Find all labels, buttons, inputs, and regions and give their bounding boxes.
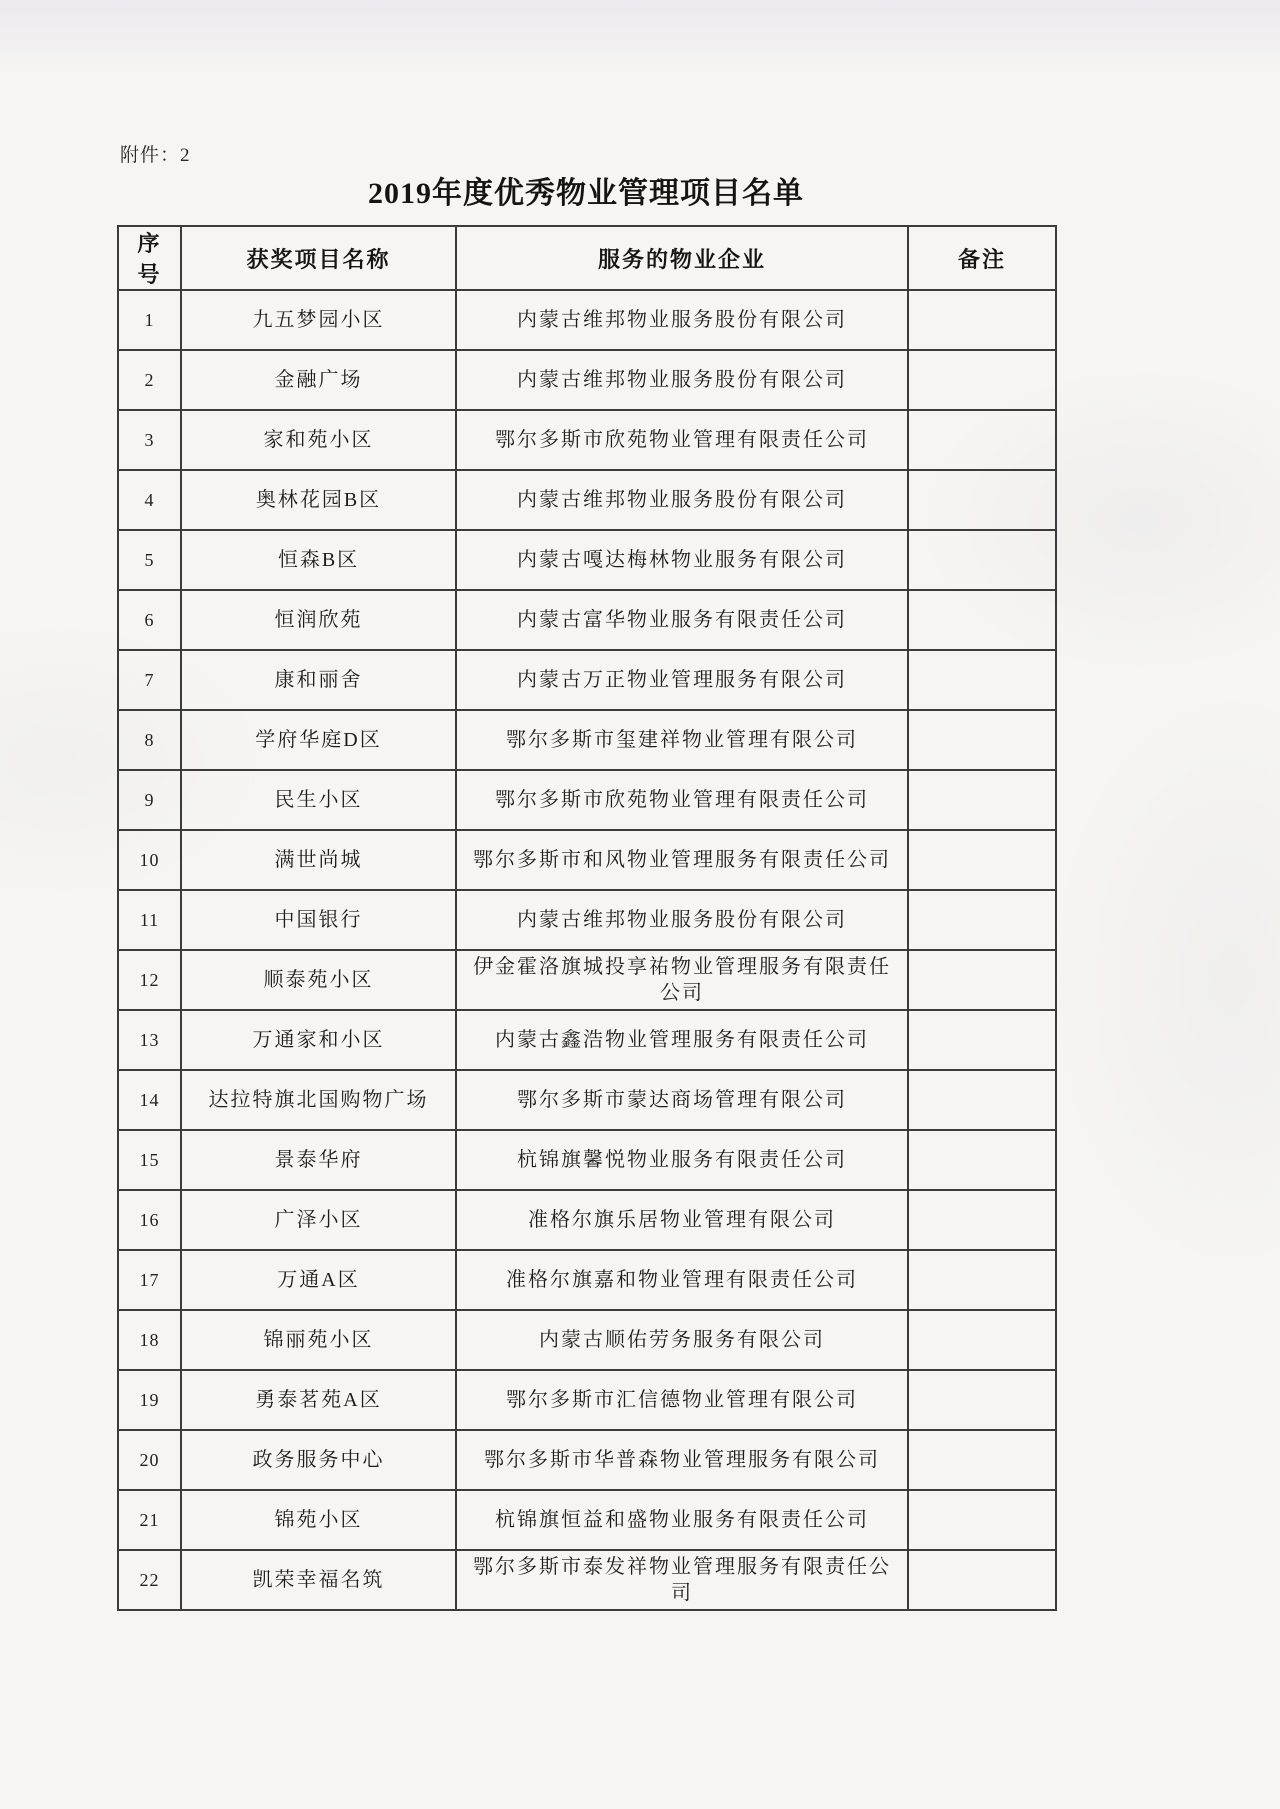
table-row	[118, 950, 1056, 1010]
table-row	[118, 1310, 1056, 1370]
table-header-row	[118, 226, 1056, 290]
row-index-cell: 18	[118, 1310, 181, 1370]
table-row	[118, 830, 1056, 890]
row-index-cell: 22	[118, 1550, 181, 1610]
note-cell	[908, 1430, 1056, 1490]
note-cell	[908, 830, 1056, 890]
project-name-cell: 学府华庭D区	[181, 710, 456, 770]
company-name-cell: 杭锦旗馨悦物业服务有限责任公司	[456, 1130, 908, 1190]
company-name-cell: 内蒙古维邦物业服务股份有限公司	[456, 350, 908, 410]
table-row	[118, 1070, 1056, 1130]
company-name-cell: 鄂尔多斯市玺建祥物业管理有限公司	[456, 710, 908, 770]
company-name-cell: 伊金霍洛旗城投享祐物业管理服务有限责任公司	[456, 950, 908, 1010]
table-row	[118, 350, 1056, 410]
row-index-cell: 7	[118, 650, 181, 710]
row-index-cell: 9	[118, 770, 181, 830]
project-name-cell: 广泽小区	[181, 1190, 456, 1250]
row-index-cell: 2	[118, 350, 181, 410]
project-name-cell: 凯荣幸福名筑	[181, 1550, 456, 1610]
note-cell	[908, 890, 1056, 950]
note-cell	[908, 770, 1056, 830]
note-cell	[908, 1370, 1056, 1430]
table-body	[118, 290, 1056, 1610]
row-index-cell: 1	[118, 290, 181, 350]
table-row	[118, 1490, 1056, 1550]
project-name-cell: 奥林花园B区	[181, 470, 456, 530]
table-row	[118, 770, 1056, 830]
row-index-cell: 4	[118, 470, 181, 530]
row-index-cell: 20	[118, 1430, 181, 1490]
company-name-cell: 鄂尔多斯市蒙达商场管理有限公司	[456, 1070, 908, 1130]
note-cell	[908, 1010, 1056, 1070]
award-project-table	[117, 225, 1057, 1611]
note-cell	[908, 1070, 1056, 1130]
row-index-cell: 8	[118, 710, 181, 770]
note-cell	[908, 650, 1056, 710]
note-cell	[908, 1250, 1056, 1310]
table-row	[118, 290, 1056, 350]
project-name-cell: 金融广场	[181, 350, 456, 410]
project-name-cell: 家和苑小区	[181, 410, 456, 470]
project-name-cell: 顺泰苑小区	[181, 950, 456, 1010]
table-row	[118, 1010, 1056, 1070]
note-cell	[908, 710, 1056, 770]
page-title: 2019年度优秀物业管理项目名单	[368, 177, 804, 210]
table-row	[118, 1430, 1056, 1490]
col-header-note: 备注	[908, 226, 1056, 290]
row-index-cell: 11	[118, 890, 181, 950]
project-name-cell: 民生小区	[181, 770, 456, 830]
project-name-cell: 锦丽苑小区	[181, 1310, 456, 1370]
row-index-cell: 15	[118, 1130, 181, 1190]
table-row	[118, 590, 1056, 650]
note-cell	[908, 1310, 1056, 1370]
col-header-project: 获奖项目名称	[181, 226, 456, 290]
company-name-cell: 鄂尔多斯市欣苑物业管理有限责任公司	[456, 410, 908, 470]
company-name-cell: 准格尔旗乐居物业管理有限公司	[456, 1190, 908, 1250]
project-name-cell: 中国银行	[181, 890, 456, 950]
table-row	[118, 1550, 1056, 1610]
project-name-cell: 万通A区	[181, 1250, 456, 1310]
company-name-cell: 杭锦旗恒益和盛物业服务有限责任公司	[456, 1490, 908, 1550]
row-index-cell: 17	[118, 1250, 181, 1310]
company-name-cell: 内蒙古维邦物业服务股份有限公司	[456, 470, 908, 530]
project-name-cell: 政务服务中心	[181, 1430, 456, 1490]
row-index-cell: 5	[118, 530, 181, 590]
table-row	[118, 410, 1056, 470]
company-name-cell: 鄂尔多斯市和风物业管理服务有限责任公司	[456, 830, 908, 890]
table-row	[118, 1370, 1056, 1430]
note-cell	[908, 1550, 1056, 1610]
project-name-cell: 勇泰茗苑A区	[181, 1370, 456, 1430]
table-row	[118, 1250, 1056, 1310]
project-name-cell: 达拉特旗北国购物广场	[181, 1070, 456, 1130]
company-name-cell: 内蒙古维邦物业服务股份有限公司	[456, 290, 908, 350]
project-name-cell: 康和丽舍	[181, 650, 456, 710]
note-cell	[908, 1490, 1056, 1550]
project-name-cell: 万通家和小区	[181, 1010, 456, 1070]
note-cell	[908, 1190, 1056, 1250]
note-cell	[908, 410, 1056, 470]
note-cell	[908, 290, 1056, 350]
note-cell	[908, 470, 1056, 530]
note-cell	[908, 1130, 1056, 1190]
table-row	[118, 530, 1056, 590]
table-row	[118, 650, 1056, 710]
table-row	[118, 890, 1056, 950]
company-name-cell: 鄂尔多斯市泰发祥物业管理服务有限责任公司	[456, 1550, 908, 1610]
company-name-cell: 内蒙古鑫浩物业管理服务有限责任公司	[456, 1010, 908, 1070]
company-name-cell: 鄂尔多斯市汇信德物业管理有限公司	[456, 1370, 908, 1430]
project-name-cell: 恒润欣苑	[181, 590, 456, 650]
note-cell	[908, 950, 1056, 1010]
row-index-cell: 10	[118, 830, 181, 890]
company-name-cell: 内蒙古顺佑劳务服务有限公司	[456, 1310, 908, 1370]
company-name-cell: 准格尔旗嘉和物业管理有限责任公司	[456, 1250, 908, 1310]
col-header-index: 序号	[118, 226, 181, 290]
row-index-cell: 14	[118, 1070, 181, 1130]
table-row	[118, 1130, 1056, 1190]
row-index-cell: 21	[118, 1490, 181, 1550]
row-index-cell: 12	[118, 950, 181, 1010]
row-index-cell: 16	[118, 1190, 181, 1250]
col-header-company: 服务的物业企业	[456, 226, 908, 290]
project-name-cell: 恒森B区	[181, 530, 456, 590]
company-name-cell: 内蒙古嘎达梅林物业服务有限公司	[456, 530, 908, 590]
row-index-cell: 13	[118, 1010, 181, 1070]
project-name-cell: 锦苑小区	[181, 1490, 456, 1550]
note-cell	[908, 530, 1056, 590]
note-cell	[908, 350, 1056, 410]
note-cell	[908, 590, 1056, 650]
row-index-cell: 19	[118, 1370, 181, 1430]
project-name-cell: 满世尚城	[181, 830, 456, 890]
row-index-cell: 6	[118, 590, 181, 650]
project-name-cell: 景泰华府	[181, 1130, 456, 1190]
attachment-label: 附件：2	[120, 145, 191, 166]
company-name-cell: 鄂尔多斯市华普森物业管理服务有限公司	[456, 1430, 908, 1490]
company-name-cell: 内蒙古维邦物业服务股份有限公司	[456, 890, 908, 950]
company-name-cell: 鄂尔多斯市欣苑物业管理有限责任公司	[456, 770, 908, 830]
company-name-cell: 内蒙古富华物业服务有限责任公司	[456, 590, 908, 650]
project-name-cell: 九五梦园小区	[181, 290, 456, 350]
row-index-cell: 3	[118, 410, 181, 470]
table-row	[118, 710, 1056, 770]
table-row	[118, 1190, 1056, 1250]
table-row	[118, 470, 1056, 530]
company-name-cell: 内蒙古万正物业管理服务有限公司	[456, 650, 908, 710]
